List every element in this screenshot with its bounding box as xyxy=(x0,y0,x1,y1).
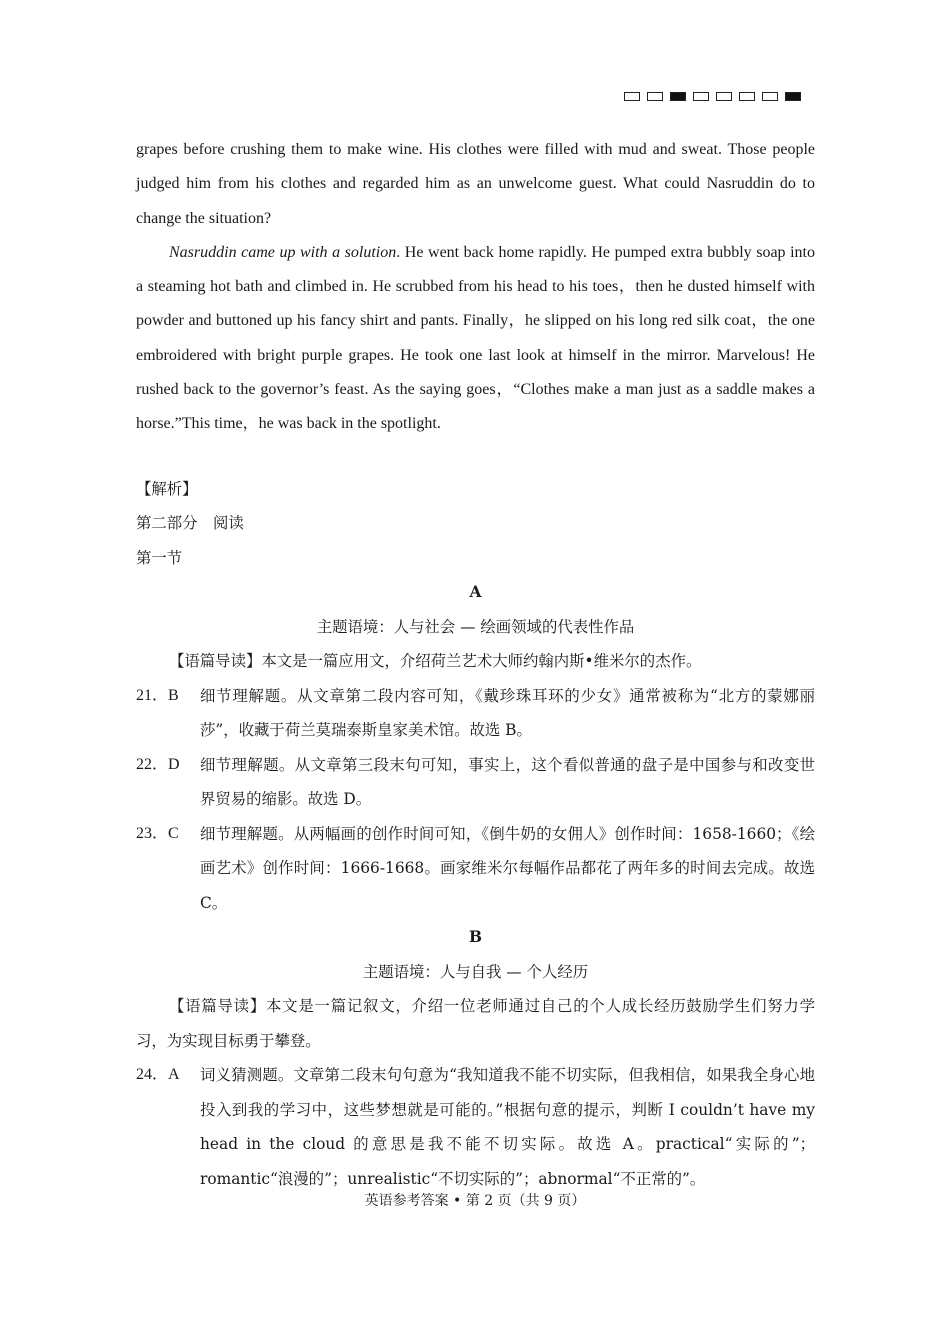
passage-italic-phrase: Nasruddin came up with a solution xyxy=(169,243,397,261)
page-mark-filled xyxy=(785,92,801,101)
section-b-letter: B xyxy=(468,928,482,947)
page-marks xyxy=(624,92,801,101)
section-a-letter: A xyxy=(469,583,482,602)
analysis-heading: 【解析】 xyxy=(136,479,198,498)
page-content xyxy=(136,133,815,1196)
answer-item xyxy=(136,748,815,817)
answer-number: 22．D xyxy=(136,755,180,773)
section-heading: 第一节 xyxy=(136,548,183,567)
answer-number: 24．A xyxy=(136,1066,180,1084)
page-mark xyxy=(624,92,640,101)
section-a-guide: 【语篇导读】本文是一篇应用文，介绍荷兰艺术大师约翰内斯•维米尔的杰作。 xyxy=(169,652,702,671)
answer-explanation: 细节理解题。从文章第二段内容可知，《戴珍珠耳环的少女》通常被称为“北方的蒙娜丽莎”，收藏于荷兰莫瑞泰斯皇家美术馆。故选 B。 xyxy=(200,686,815,740)
passage-paragraph-1: grapes before crushing them to make wine. His clothes were filled with mud and sweat. Those people judged him from his clothes and regarded him as an unwelcome guest. What could Nasruddin do to change the situation? xyxy=(136,141,815,227)
section-b-theme: 主题语境：人与自我 — 个人经历 xyxy=(362,962,589,981)
section-b-guide: 【语篇导读】本文是一篇记叙文，介绍一位老师通过自己的个人成长经历鼓励学生们努力学习，为实现目标勇于攀登。 xyxy=(136,997,815,1050)
answer-explanation: 细节理解题。从两幅画的创作时间可知，《倒牛奶的女佣人》创作时间：1658-1660；《绘画艺术》创作时间：1666-1668。画家维米尔每幅作品都花了两年多的时间去完成。故选 C。 xyxy=(200,824,815,912)
page-mark-filled xyxy=(670,92,686,101)
part-heading: 第二部分 阅读 xyxy=(136,514,244,533)
answer-item xyxy=(136,679,815,748)
passage-paragraph-2-rest: . He went back home rapidly. He pumped extra bubbly soap into a steaming hot bath and climbed in. He scrubbed from his head to his toes，then he dusted himself with powder and buttoned up his fancy shirt and pants. Finally，he slipped on his long red silk coat，the one embroidered with bright purple grapes. He took one last look at himself in the mirror. Marvelous! He rushed back to the governor’s feast. As the saying goes，“Clothes make a man just as a saddle makes a horse.”This time，he was back in the spotlight. xyxy=(136,243,816,433)
section-a-theme: 主题语境：人与社会 — 绘画领域的代表性作品 xyxy=(316,617,635,636)
answer-explanation: 词义猜测题。文章第二段末句句意为“我知道我不能不切实际，但我相信，如果我全身心地投入到我的学习中，这些梦想就是可能的。”根据句意的提示，判断 I couldn’t have my head in the cloud 的意思是我不能不切实际。故选 A。practical“实际的”；romantic“浪漫的”；unrealistic“不切实际的”；abnormal“不正常的”。 xyxy=(200,1066,815,1188)
answer-number: 23．C xyxy=(136,824,179,842)
page-mark xyxy=(762,92,778,101)
page-mark xyxy=(693,92,709,101)
passage-paragraph-2 xyxy=(136,236,815,442)
page-mark xyxy=(716,92,732,101)
answer-explanation: 细节理解题。从文章第三段末句可知，事实上，这个看似普通的盘子是中国参与和改变世界贸易的缩影。故选 D。 xyxy=(200,755,815,809)
answer-number: 21．B xyxy=(136,686,179,704)
answer-item xyxy=(136,1058,815,1196)
page-mark xyxy=(647,92,663,101)
answer-item xyxy=(136,817,815,921)
page-mark xyxy=(739,92,755,101)
page-footer: 英语参考答案 • 第 2 页（共 9 页） xyxy=(364,1193,586,1209)
